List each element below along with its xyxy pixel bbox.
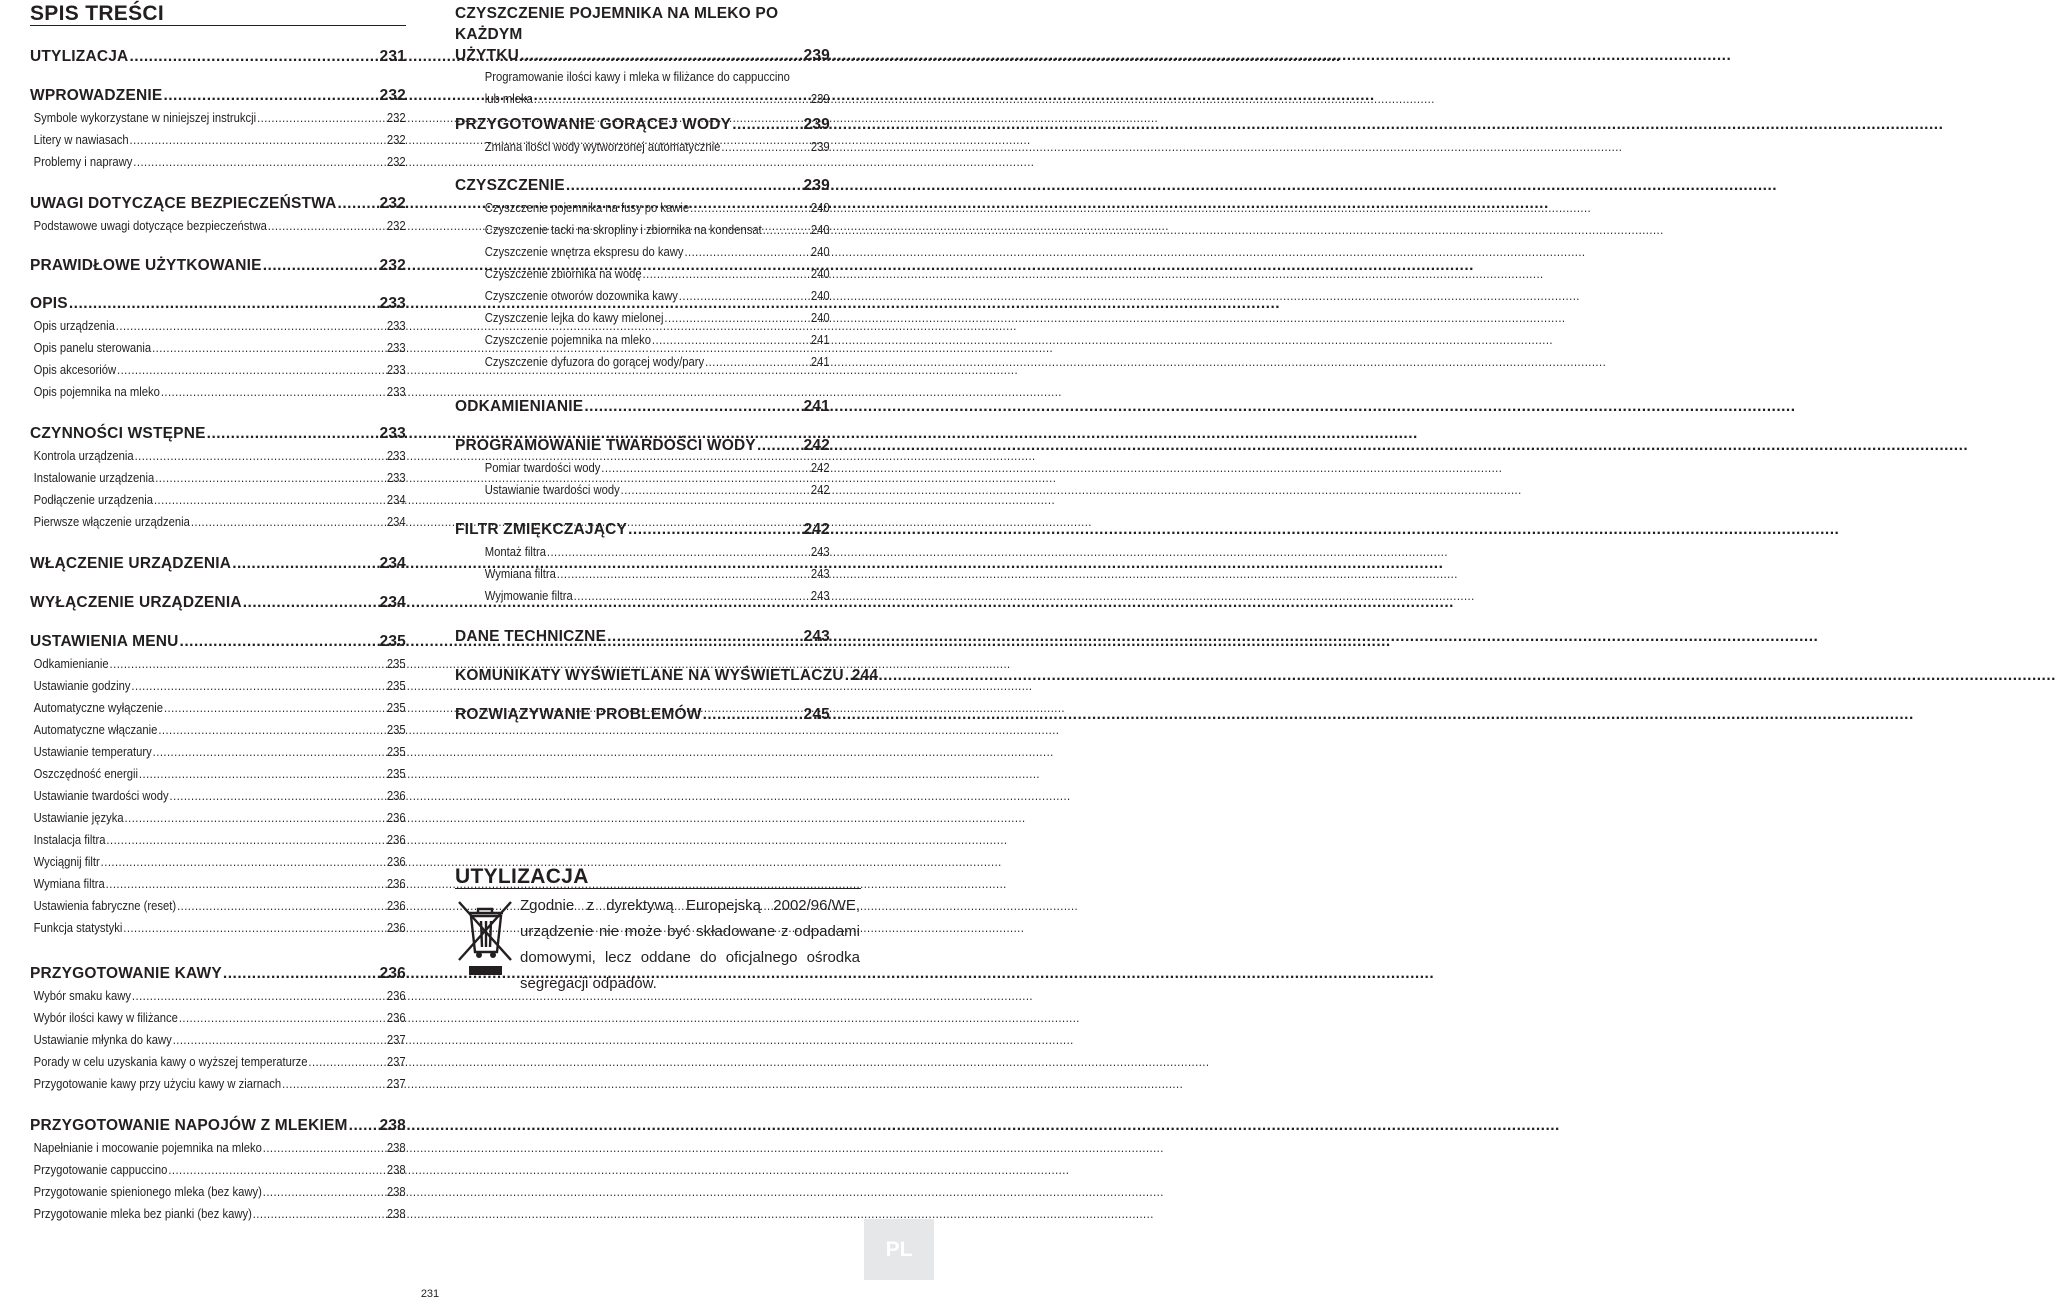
toc-entry[interactable]: Ustawianie języka ..... 236: [30, 807, 406, 829]
toc-entry[interactable]: Czyszczenie dyfuzora do gorącej wody/pary ..... 241: [455, 351, 830, 373]
toc-heading[interactable]: UWAGI DOTYCZĄCE BEZPIECZEŃSTWA ..... 232: [30, 193, 406, 215]
crossed-out-wheelie-bin-icon: [455, 894, 515, 982]
toc-entry[interactable]: Wybór ilości kawy w filiżance ..... 236: [30, 1007, 406, 1029]
toc-heading[interactable]: CZYNNOŚCI WSTĘPNE ..... 233: [30, 423, 406, 445]
toc-section-opis: [30, 293, 406, 403]
toc-section-czyszczenie-pojemnika: [455, 3, 830, 110]
toc-entry[interactable]: Przygotowanie spienionego mleka (bez kawy) ..... 238: [30, 1181, 406, 1203]
toc-entry[interactable]: Problemy i naprawy ..... 232: [30, 151, 406, 173]
toc-entry[interactable]: Zmiana ilości wody wytworzonej automatycznie ..... 239: [455, 136, 830, 158]
toc-entry[interactable]: Wyciągnij filtr ..... 236: [30, 851, 406, 873]
toc-section-prawidlowe: [30, 255, 406, 277]
toc-entry[interactable]: Czyszczenie tacki na skropliny i zbiornika na kondensat ..... 240: [455, 219, 830, 241]
toc-entry[interactable]: Przygotowanie mleka bez pianki (bez kawy) ..... 238: [30, 1203, 406, 1225]
toc-section-odkamienianie: [455, 396, 830, 418]
toc-entry[interactable]: Czyszczenie pojemnika na fusy po kawie ..... 240: [455, 197, 830, 219]
toc-entry[interactable]: Opis panelu sterowania ..... 233: [30, 337, 406, 359]
toc-entry[interactable]: Czyszczenie otworów dozownika kawy ..... 240: [455, 285, 830, 307]
toc-entry[interactable]: Funkcja statystyki ..... 236: [30, 917, 406, 939]
toc-entry[interactable]: Oszczędność energii ..... 235: [30, 763, 406, 785]
toc-entry[interactable]: Czyszczenie wnętrza ekspresu do kawy ..... 240: [455, 241, 830, 263]
toc-section-czyszczenie: [455, 175, 830, 373]
toc-heading[interactable]: KOMUNIKATY WYŚWIETLANE NA WYŚWIETLACZU ..... 244: [455, 665, 830, 687]
toc-section-napoje-z-mlekiem: [30, 1115, 406, 1225]
toc-entry[interactable]: Wymiana filtra ..... 243: [455, 563, 830, 585]
toc-entry[interactable]: Ustawianie godziny ..... 235: [30, 675, 406, 697]
toc-entry[interactable]: Wymiana filtra ..... 236: [30, 873, 406, 895]
toc-entry[interactable]: Instalowanie urządzenia ..... 233: [30, 467, 406, 489]
toc-entry[interactable]: Odkamienianie ..... 235: [30, 653, 406, 675]
toc-entry[interactable]: Czyszczenie lejka do kawy mielonej ..... 240: [455, 307, 830, 329]
toc-heading[interactable]: UTYLIZACJA ..... 231: [30, 46, 406, 68]
toc-entry[interactable]: Instalacja filtra ..... 236: [30, 829, 406, 851]
toc-heading[interactable]: PRZYGOTOWANIE NAPOJÓW Z MLEKIEM ..... 238: [30, 1115, 406, 1137]
toc-section-przygotowanie-kawy: [30, 963, 406, 1095]
toc-heading[interactable]: DANE TECHNICZNE ..... 243: [455, 626, 830, 648]
toc-heading[interactable]: CZYSZCZENIE POJEMNIKA NA MLEKO PO KAŻDYM UŻYTKU ..... 239: [455, 3, 830, 66]
recycling-title: UTYLIZACJA: [455, 865, 861, 889]
toc-heading[interactable]: PRAWIDŁOWE UŻYTKOWANIE ..... 232: [30, 255, 406, 277]
toc-entry[interactable]: Litery w nawiasach ..... 232: [30, 129, 406, 151]
toc-heading[interactable]: CZYSZCZENIE ..... 239: [455, 175, 830, 197]
toc-entry[interactable]: Podłączenie urządzenia ..... 234: [30, 489, 406, 511]
toc-entry[interactable]: Ustawienia fabryczne (reset) ..... 236: [30, 895, 406, 917]
toc-entry[interactable]: Opis pojemnika na mleko ..... 233: [30, 381, 406, 403]
toc-entry[interactable]: Opis akcesoriów ..... 233: [30, 359, 406, 381]
toc-heading[interactable]: PRZYGOTOWANIE KAWY ..... 236: [30, 963, 406, 985]
toc-entry[interactable]: Pomiar twardości wody ..... 242: [455, 457, 830, 479]
language-tab: PL: [864, 1219, 934, 1280]
toc-entry[interactable]: Ustawianie twardości wody ..... 236: [30, 785, 406, 807]
toc-entry[interactable]: Kontrola urządzenia ..... 233: [30, 445, 406, 467]
toc-entry[interactable]: Wyjmowanie filtra ..... 243: [455, 585, 830, 607]
toc-heading[interactable]: OPIS ..... 233: [30, 293, 406, 315]
toc-entry[interactable]: Czyszczenie zbiornika na wodę ..... 240: [455, 263, 830, 285]
toc-section-filtr: [455, 519, 830, 607]
toc-section-czynnosci: [30, 423, 406, 533]
toc-section-goraca-woda: [455, 114, 830, 158]
toc-heading[interactable]: PRZYGOTOWANIE GORĄCEJ WODY ..... 239: [455, 114, 830, 136]
toc-entry[interactable]: Ustawianie twardości wody ..... 242: [455, 479, 830, 501]
toc-entry[interactable]: Pierwsze włączenie urządzenia ..... 234: [30, 511, 406, 533]
toc-section-wlaczenie: [30, 553, 406, 575]
toc-entry[interactable]: Napełnianie i mocowanie pojemnika na mleko ..... 238: [30, 1137, 406, 1159]
toc-entry[interactable]: Programowanie ilości kawy i mleka w filiżance do cappuccino lub mleka ..... 239: [455, 66, 830, 110]
toc-section-wylaczenie: [30, 592, 406, 614]
toc-heading[interactable]: PROGRAMOWANIE TWARDOŚCI WODY ..... 242: [455, 435, 830, 457]
toc-entry[interactable]: Podstawowe uwagi dotyczące bezpieczeństwa ..... 232: [30, 215, 406, 237]
toc-entry[interactable]: Automatyczne wyłączenie ..... 235: [30, 697, 406, 719]
toc-section-uwagi: [30, 193, 406, 237]
toc-entry[interactable]: Czyszczenie pojemnika na mleko ..... 241: [455, 329, 830, 351]
toc-heading[interactable]: FILTR ZMIĘKCZAJĄCY ..... 242: [455, 519, 830, 541]
toc-section-wprowadzenie: [30, 85, 406, 173]
toc-heading[interactable]: USTAWIENIA MENU ..... 235: [30, 631, 406, 653]
toc-entry[interactable]: Montaż filtra ..... 243: [455, 541, 830, 563]
toc-entry[interactable]: Przygotowanie cappuccino ..... 238: [30, 1159, 406, 1181]
toc-heading[interactable]: WŁĄCZENIE URZĄDZENIA ..... 234: [30, 553, 406, 575]
page-title: SPIS TREŚCI: [30, 2, 406, 26]
toc-section-utylizacja: [30, 46, 406, 68]
toc-entry[interactable]: Przygotowanie kawy przy użyciu kawy w ziarnach ..... 237: [30, 1073, 406, 1095]
recycling-text: Zgodnie z dyrektywą Europejską 2002/96/WE, urządzenie nie może być składowane z odpadami domowymi, lecz oddane do oficjalnego ośrodka segregacji odpadów.: [520, 897, 860, 992]
toc-section-komunikaty: [455, 665, 879, 687]
toc-entry[interactable]: Wybór smaku kawy ..... 236: [30, 985, 406, 1007]
toc-entry[interactable]: Symbole wykorzystane w niniejszej instrukcji ..... 232: [30, 107, 406, 129]
toc-entry[interactable]: Ustawianie temperatury ..... 235: [30, 741, 406, 763]
toc-entry[interactable]: Ustawianie młynka do kawy ..... 237: [30, 1029, 406, 1051]
toc-entry[interactable]: Porady w celu uzyskania kawy o wyższej temperaturze ..... 237: [30, 1051, 406, 1073]
page-number: 231: [420, 1288, 440, 1300]
toc-heading[interactable]: WYŁĄCZENIE URZĄDZENIA ..... 234: [30, 592, 406, 614]
toc-entry[interactable]: Automatyczne włączanie ..... 235: [30, 719, 406, 741]
toc-section-rozwiazywanie: [455, 704, 830, 726]
toc-heading[interactable]: ROZWIĄZYWANIE PROBLEMÓW ..... 245: [455, 704, 830, 726]
toc-section-dane-techniczne: [455, 626, 830, 648]
toc-heading[interactable]: WPROWADZENIE ..... 232: [30, 85, 406, 107]
toc-section-ustawienia-menu: [30, 631, 406, 939]
toc-heading[interactable]: ODKAMIENIANIE ..... 241: [455, 396, 830, 418]
toc-section-twardosc-wody: [455, 435, 830, 501]
toc-entry[interactable]: Opis urządzenia ..... 233: [30, 315, 406, 337]
